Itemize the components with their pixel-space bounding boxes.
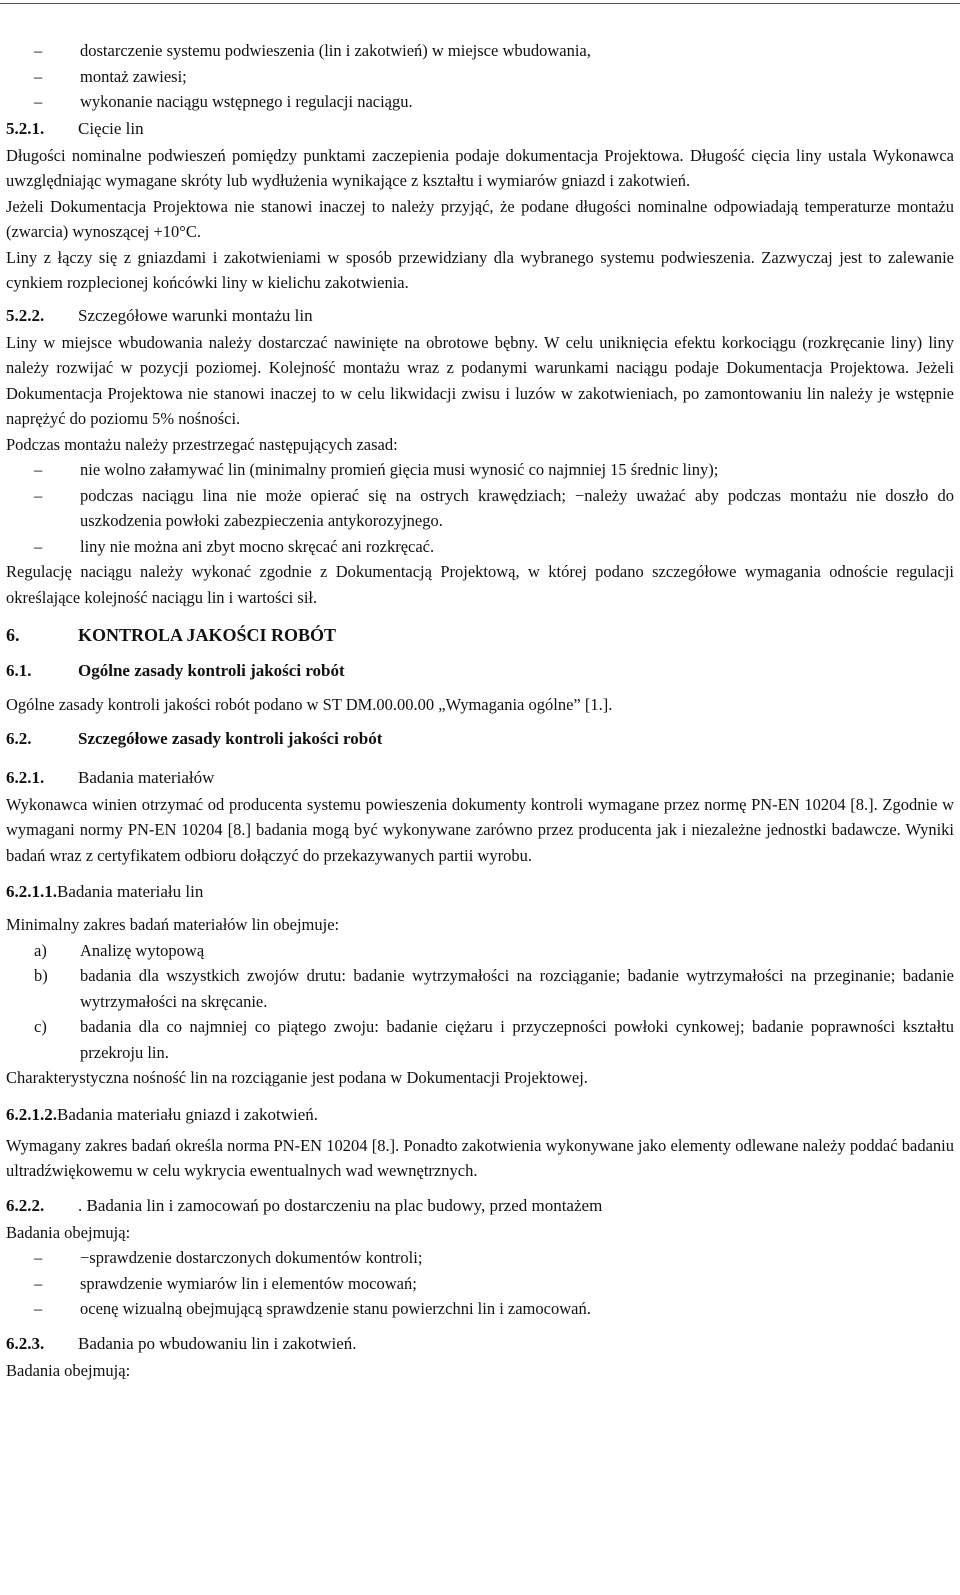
section-heading-6-2-3: 6.2.3. Badania po wbudowaniu lin i zakotwień.: [6, 1333, 357, 1353]
paragraph: Liny w miejsce wbudowania należy dostarczać nawinięte na obrotowe bębny. W celu uniknięcia efektu korkociągu (rozkręcanie liny) liny należy rozwijać w pozycji poziomej. Kolejność montażu wraz z podanymi warunkami naciągu podaje Dokumentacja Projektowa. Jeżeli Dokumentacja Projektowa nie stanowi inaczej to w celu likwidacji zwisu i luzów w zakotwieniach, po zamontowaniu lin należy je wstępnie naprężyć do poziomu 5% nośności.: [6, 332, 954, 428]
paragraph: Minimalny zakres badań materiałów lin obejmuje:: [6, 915, 340, 934]
paragraph: Wykonawca winien otrzymać od producenta systemu powieszenia dokumenty kontroli wymagane przez normę PN-EN 10204 [8.]. Zgodnie w wymagani normy PN-EN 10204 [8.] badania mogą być wykonywane zarówno przez producenta jak i niezależne jednostki badawcze. Wyniki badań wraz z certyfikatem odbioru dołączyć do przekazywanych partii wyrobu.: [6, 794, 954, 865]
document-page: [6, 38, 954, 1383]
list-item: – podczas naciągu lina nie może opierać się na ostrych krawędziach; −należy uważać aby podczas montażu nie doszło do uszkodzenia powłoki zabezpieczenia antykorozyjnego.: [34, 485, 954, 530]
paragraph: Długości nominalne podwieszeń pomiędzy punktami zaczepienia podaje dokumentacja Projektowa. Długość cięcia liny ustala Wykonawca uwzględniając wymagane skróty lub wydłużenia wynikające z kształtu i wymiarów gniazd i zakotwień.: [6, 145, 954, 190]
list-item: – sprawdzenie wymiarów lin i elementów mocowań;: [34, 1273, 417, 1293]
list-item: – montaż zawiesi;: [34, 66, 187, 86]
section-heading-5-2-1: 5.2.1. Cięcie lin: [6, 118, 144, 138]
section-heading-6-2: 6.2. Szczegółowe zasady kontroli jakości robót: [6, 728, 383, 748]
section-heading-6-2-1: 6.2.1. Badania materiałów: [6, 767, 215, 787]
list-item: – dostarczenie systemu podwieszenia (lin i zakotwień) w miejsce wbudowania,: [34, 41, 591, 60]
paragraph: Charakterystyczna nośność lin na rozciąganie jest podana w Dokumentacji Projektowej.: [6, 1068, 588, 1087]
page-top-rule: [0, 3, 960, 4]
paragraph: Wymagany zakres badań określa norma PN-EN 10204 [8.]. Ponadto zakotwienia wykonywane jako elementy odlewane należy poddać badaniu ultradźwiękowemu w celu wykrycia ewentualnych wad wewnętrznych.: [6, 1135, 954, 1180]
paragraph: Badania obejmują:: [6, 1222, 131, 1242]
list-item: c) badania dla co najmniej co piątego zwoju: badanie ciężaru i przyczepności powłoki cynkowej; badanie poprawności kształtu przekroju lin.: [34, 1017, 954, 1062]
paragraph: Badania obejmują:: [6, 1360, 131, 1380]
paragraph: Liny z łączy się z gniazdami i zakotwieniami w sposób przewidziany dla wybranego systemu podwieszenia. Zazwyczaj jest to zalewanie cynkiem rozplecionej końcówki liny w kielichu zakotwienia.: [6, 247, 954, 292]
section-heading-5-2-2: 5.2.2. Szczegółowe warunki montażu lin: [6, 305, 313, 325]
paragraph: Podczas montażu należy przestrzegać następujących zasad:: [6, 434, 398, 454]
list-item: – −sprawdzenie dostarczonych dokumentów kontroli;: [34, 1248, 423, 1267]
section-heading-6: 6. KONTROLA JAKOŚCI ROBÓT: [6, 625, 337, 645]
paragraph: Regulację naciągu należy wykonać zgodnie z Dokumentacją Projektową, w której podano szczegółowe wymagania odnoście regulacji określające kolejność naciągu lin i wartości sił.: [6, 562, 954, 607]
list-item: – nie wolno załamywać lin (minimalny promień gięcia musi wynosić co najmniej 15 średnic liny);: [34, 460, 719, 479]
list-item: – wykonanie naciągu wstępnego i regulacji naciągu.: [34, 92, 413, 111]
section-heading-6-2-1-2: 6.2.1.2.Badania materiału gniazd i zakotwień.: [6, 1104, 319, 1124]
list-item: – ocenę wizualną obejmującą sprawdzenie stanu powierzchni lin i zamocowań.: [34, 1299, 591, 1318]
list-item: a) Analizę wytopową: [34, 940, 205, 960]
section-heading-6-2-2: 6.2.2. . Badania lin i zamocowań po dostarczeniu na plac budowy, przed montażem: [6, 1195, 603, 1215]
paragraph: Jeżeli Dokumentacja Projektowa nie stanowi inaczej to należy przyjąć, że podane długości nominalne odpowiadają temperaturze montażu (zwarcia) wynoszącej +10°C.: [6, 196, 954, 241]
paragraph: Ogólne zasady kontroli jakości robót podano w ST DM.00.00.00 „Wymagania ogólne” [1.].: [6, 695, 613, 714]
list-item: b) badania dla wszystkich zwojów drutu: badanie wytrzymałości na rozciąganie; badanie wytrzymałości na przeginanie; badanie wytrzymałości na skręcanie.: [34, 966, 954, 1011]
list-item: – liny nie można ani zbyt mocno skręcać ani rozkręcać.: [34, 536, 435, 556]
section-heading-6-1: 6.1. Ogólne zasady kontroli jakości robót: [6, 661, 345, 680]
section-heading-6-2-1-1: 6.2.1.1.Badania materiału lin: [6, 882, 204, 901]
